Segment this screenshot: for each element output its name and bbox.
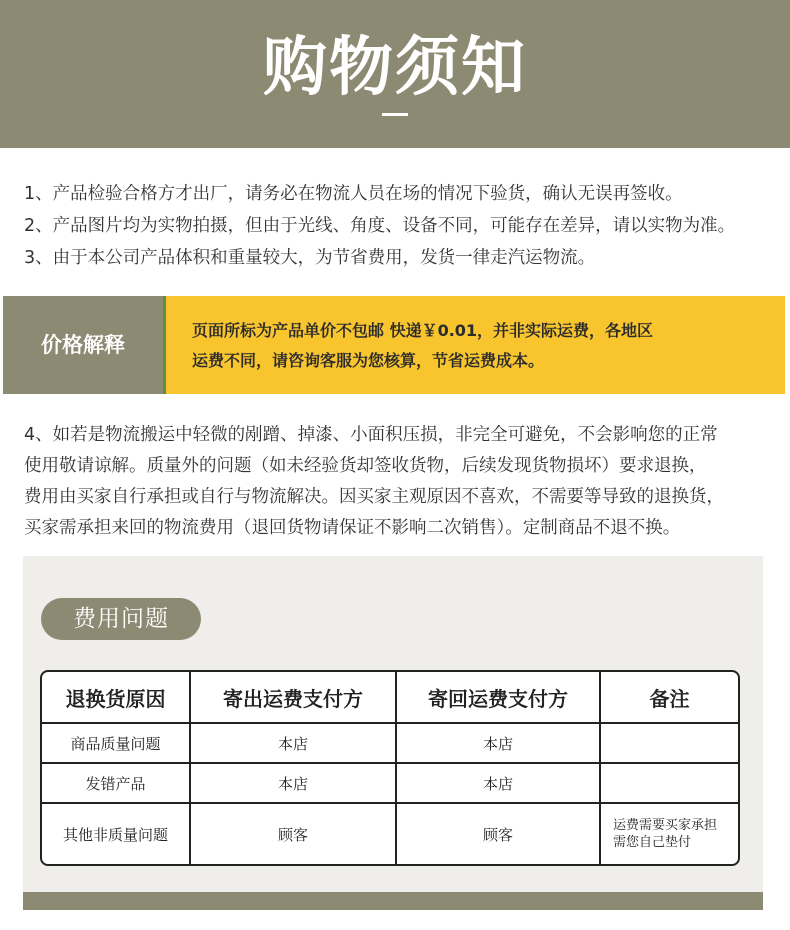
row-send-payer: 顾客 [190,803,396,864]
price-explanation-band [3,296,785,394]
notice-item-3: 3、由于本公司产品体积和重量较大，为节省费用，发货一律走汽运物流。 [24,248,596,268]
row-reason: 发错产品 [42,763,190,803]
price-explanation-label: 价格解释 [3,296,163,394]
notice-item-1: 1、产品检验合格方才出厂，请务必在物流人员在场的情况下验货，确认无误再签收。 [24,184,683,204]
row-send-payer: 本店 [190,723,396,763]
table-row [42,763,738,803]
notice-item-2: 2、产品图片均为实物拍摄，但由于光线、角度、设备不同，可能存在差异，请以实物为准。 [24,216,736,236]
price-explanation-text [166,296,785,394]
row-note-line-1: 运费需要买家承担 [613,818,718,834]
header-banner [0,0,790,148]
damage-policy-line-4: 买家需承担来回的物流费用（退回货物请保证不影响二次销售）。定制商品不退不换。 [24,518,681,538]
fee-section-title: 费用问题 [41,598,201,640]
row-send-payer: 本店 [190,763,396,803]
table-row [42,723,738,763]
title-underline [382,113,408,116]
row-reason: 其他非质量问题 [42,803,190,864]
row-return-payer: 本店 [396,723,600,763]
row-note [600,763,738,803]
damage-policy-paragraph [24,420,774,544]
damage-policy-line-1: 4、如若是物流搬运中轻微的剐蹭、掉漆、小面积压损，非完全可避免，不会影响您的正常 [24,425,718,445]
row-return-payer: 本店 [396,763,600,803]
price-line-1: 页面所标为产品单价不包邮 快递￥0.01，并非实际运费，各地区 [192,321,654,340]
header-return-payer: 寄回运费支付方 [396,672,600,723]
row-note-line-2: 需您自己垫付 [613,835,692,851]
header-reason: 退换货原因 [42,672,190,723]
header-note: 备注 [600,672,738,723]
fee-panel [23,556,763,892]
row-return-payer: 顾客 [396,803,600,864]
row-note [600,803,738,864]
header-send-payer: 寄出运费支付方 [190,672,396,723]
damage-policy-line-2: 使用敬请谅解。质量外的问题（如未经验货却签收货物，后续发现货物损坏）要求退换， [24,456,707,476]
price-line-2: 运费不同，请咨询客服为您核算，节省运费成本。 [192,351,545,370]
page-title: 购物须知 [263,31,527,105]
fee-table [40,670,740,866]
row-reason: 商品质量问题 [42,723,190,763]
table-row [42,803,738,864]
damage-policy-line-3: 费用由买家自行承担或自行与物流解决。因买家主观原因不喜欢，不需要等导致的退换货， [24,487,724,507]
row-note [600,723,738,763]
notice-list [24,178,774,274]
fee-table-header-row [42,672,738,723]
fee-panel-bottom-bar [23,892,763,910]
